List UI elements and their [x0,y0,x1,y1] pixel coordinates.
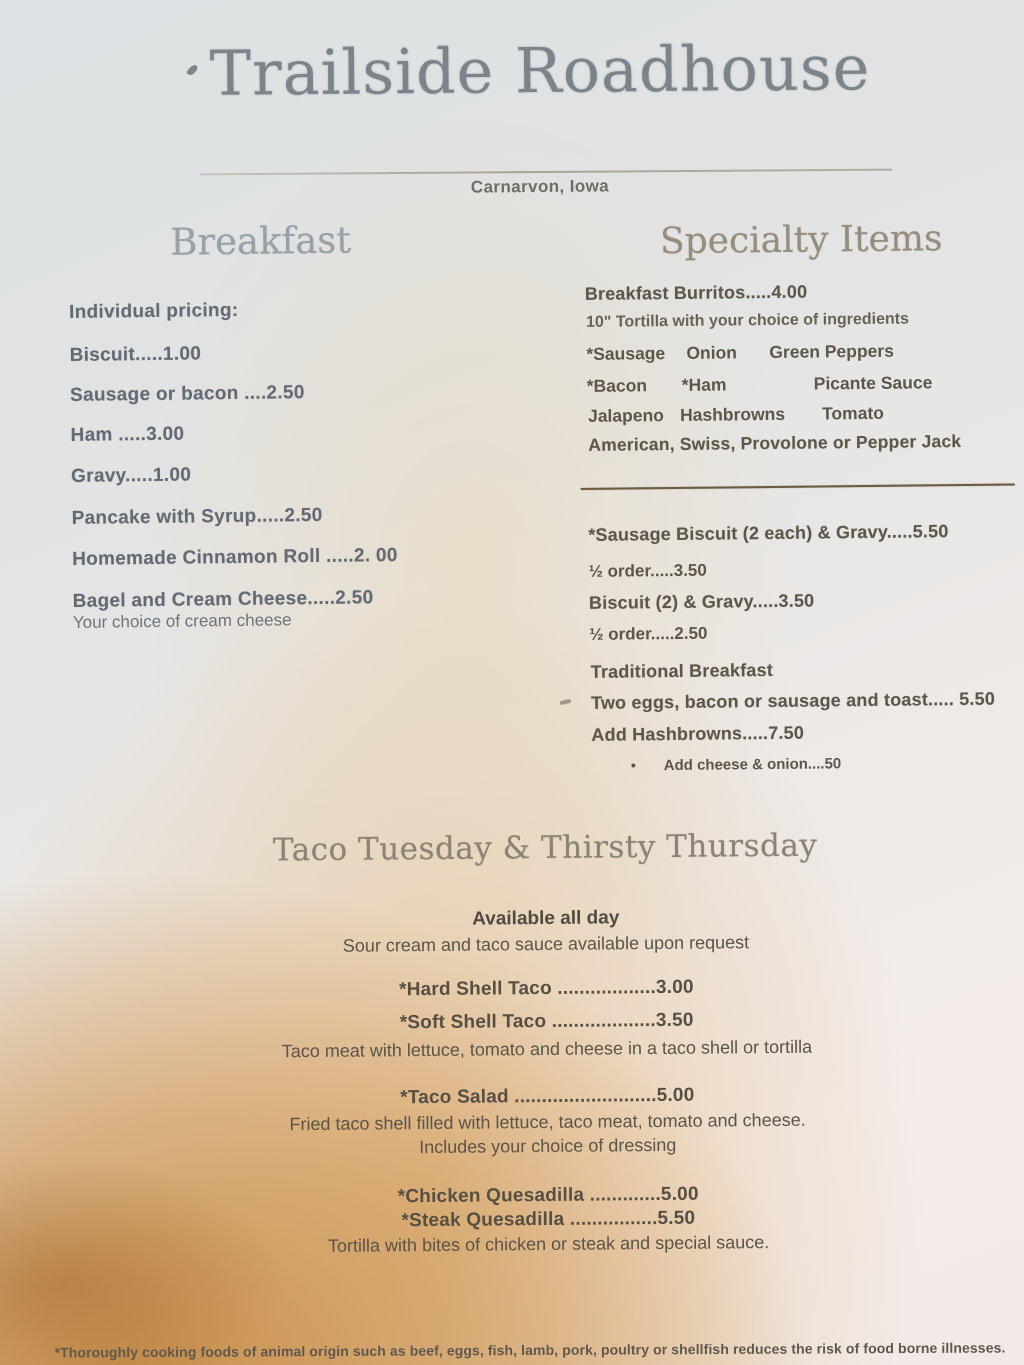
ingredient-row [580,401,1024,432]
request-note: Sour cream and taco sauce available upon request [342,932,750,956]
menu-item: Biscuit.....1.00 [69,343,202,366]
menu-item: Gravy.....1.00 [70,464,192,487]
cheese-options: American, Swiss, Provolone or Pepper Jack [588,430,962,455]
specialty-item: ½ order.....2.50 [589,623,708,644]
ingredient: *Bacon [586,375,648,396]
specialty-heading: Specialty Items [659,218,943,263]
taco-item: *Steak Quesadilla ................5.50 [401,1207,696,1232]
traditional-breakfast-line: Two eggs, bacon or sausage and toast..... 5.50 [590,688,996,713]
availability: Available all day [472,907,620,930]
taco-description: Taco meat with lettuce, tomato and cheese in a taco shell or tortilla [281,1036,813,1062]
ingredient-row [579,339,1024,370]
taco-item: *Hard Shell Taco ..................3.00 [398,976,694,1001]
item-note: Your choice of cream cheese [72,610,292,632]
specialty-item: *Sausage Biscuit (2 each) & Gravy.....5.50 [588,521,949,545]
taco-item: *Soft Shell Taco ...................3.50 [399,1009,694,1034]
bullet-icon: • [630,757,637,775]
ingredient: *Sausage [586,343,666,364]
taco-item: *Chicken Quesadilla .............5.00 [397,1183,699,1208]
restaurant-name: Trailside Roadhouse [209,31,871,110]
paper-speck [560,699,572,706]
ingredient-row [580,371,1024,402]
ingredient: Hashbrowns [679,403,786,425]
taco-description: Fried taco shell filled with lettuce, taco meat, tomato and cheese. [289,1109,806,1135]
burrito-description: 10" Tortilla with your choice of ingredients [585,310,910,331]
taco-item: *Taco Salad ..........................5.00 [400,1084,695,1109]
section-rule [581,483,1015,490]
taco-section [45,826,1024,1285]
menu-item: Bagel and Cream Cheese.....2.50 [72,587,374,612]
traditional-breakfast-addon: Add cheese & onion....50 [663,755,842,775]
breakfast-intro: Individual pricing: [68,299,239,323]
specialty-section [578,217,1024,782]
taco-description: Includes your choice of dressing [419,1134,677,1158]
restaurant-location: Carnarvon, Iowa [470,176,610,197]
traditional-breakfast-name: Traditional Breakfast [590,659,774,682]
ingredient: *Ham [681,374,727,395]
taco-heading: Taco Tuesday & Thirsty Thursday [272,827,818,869]
menu-item: Pancake with Syrup.....2.50 [71,504,323,529]
ingredient: Picante Sauce [813,372,933,394]
ingredient: Onion [686,342,738,363]
disclaimer: *Thoroughly cooking foods of animal origin such as beef, eggs, fish, lamb, pork, poultry or shellfish reduces the risk of food borne illnesses. [54,1339,1006,1361]
ingredient: Jalapeno [587,405,665,426]
menu-item: Homemade Cinnamon Roll .....2. 00 [71,544,398,570]
breakfast-heading: Breakfast [169,218,352,264]
menu-item: Ham .....3.00 [70,423,185,446]
ingredient: Green Peppers [769,340,894,363]
taco-description: Tortilla with bites of chicken or steak and special sauce. [327,1232,770,1256]
breakfast-section [66,216,531,642]
burrito-name-price: Breakfast Burritos.....4.00 [584,281,808,304]
menu-item: Sausage or bacon ....2.50 [69,382,305,406]
traditional-breakfast-line: Add Hashbrowns.....7.50 [591,722,805,745]
specialty-item: ½ order.....3.50 [588,560,707,581]
ingredient: Tomato [821,402,885,424]
specialty-item: Biscuit (2) & Gravy.....3.50 [588,590,815,613]
